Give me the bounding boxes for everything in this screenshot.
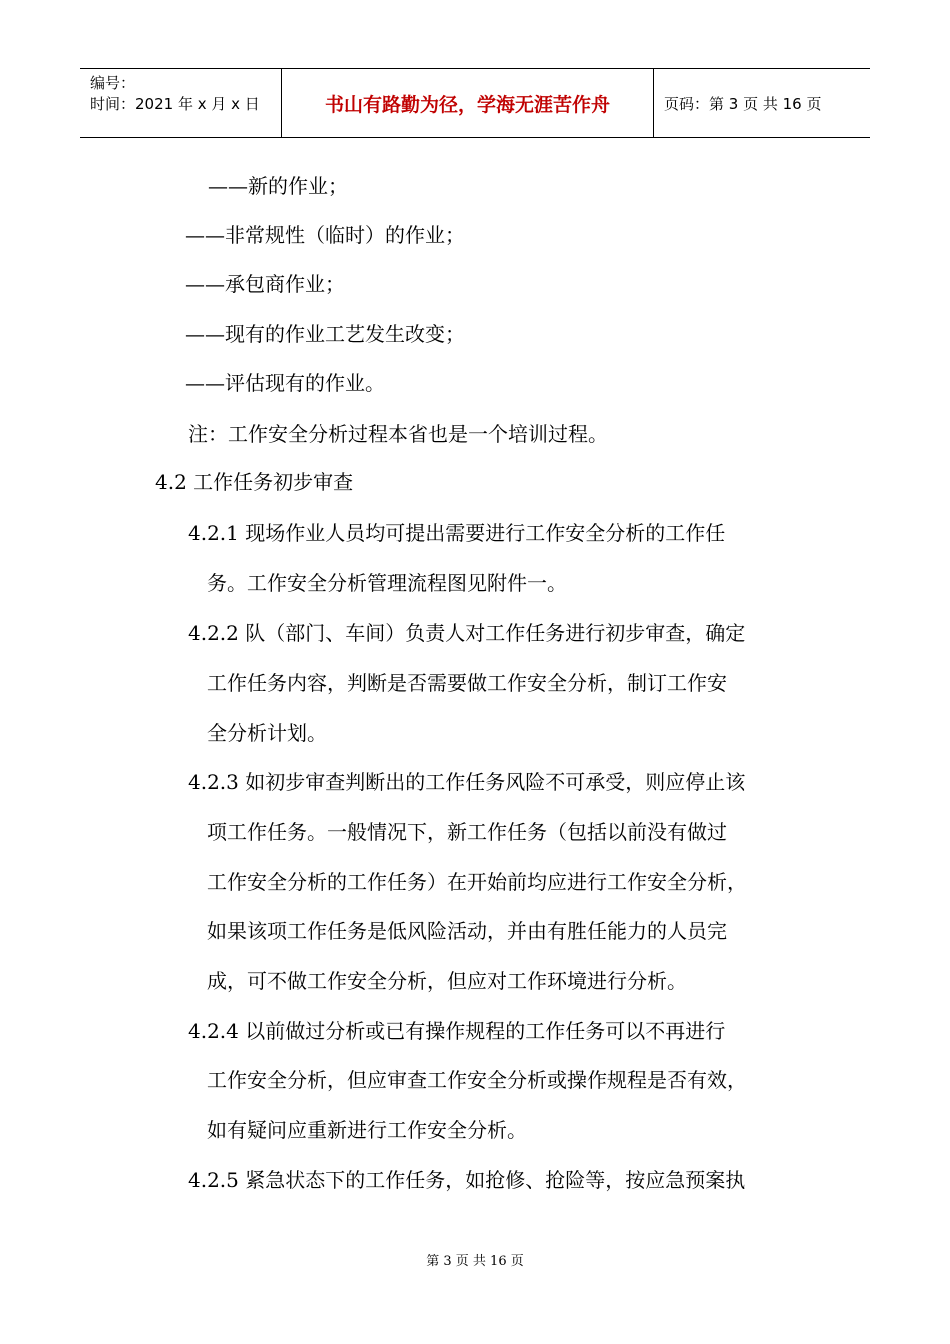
- body-line: 如果该项工作任务是低风险活动，并由有胜任能力的人员完: [207, 919, 727, 943]
- body-line: 工作安全分析，但应审查工作安全分析或操作规程是否有效，: [207, 1068, 747, 1092]
- body-line: 4.2.2 队（部门、车间）负责人对工作任务进行初步审查，确定: [188, 621, 746, 645]
- body-line: 4.2.4 以前做过分析或已有操作规程的工作任务可以不再进行: [188, 1019, 726, 1043]
- header-page-cell: [654, 69, 870, 137]
- header-meta-cell: [80, 69, 282, 137]
- motto-text: 书山有路勤为径，学海无涯苦作舟: [324, 93, 610, 116]
- time-label: 时间：2021 年 x 月 x 日: [90, 95, 260, 113]
- body-line: 全分析计划。: [207, 721, 327, 745]
- body-line: 成，可不做工作安全分析，但应对工作环境进行分析。: [207, 969, 687, 993]
- body-line: 工作安全分析的工作任务）在开始前均应进行工作安全分析，: [207, 870, 747, 894]
- note-line: 注：工作安全分析过程本省也是一个培训过程。: [188, 422, 608, 446]
- page-footer: [0, 1250, 950, 1269]
- body-line: 4.2.3 如初步审查判断出的工作任务风险不可承受，则应停止该: [188, 770, 746, 794]
- section-heading: 4.2 工作任务初步审查: [155, 470, 354, 494]
- body-line: ——非常规性（临时）的作业；: [185, 223, 465, 247]
- body-line: 4.2.5 紧急状态下的工作任务，如抢修、抢险等，按应急预案执: [188, 1168, 746, 1192]
- body-line: ——承包商作业；: [185, 272, 345, 296]
- body-line: 如有疑问应重新进行工作安全分析。: [207, 1118, 527, 1142]
- footer-page-number: 第 3 页 共 16 页: [426, 1254, 524, 1269]
- body-line: ——现有的作业工艺发生改变；: [185, 322, 465, 346]
- header-page-info: 页码：第 3 页 共 16 页: [664, 94, 822, 113]
- header-motto-cell: [282, 69, 654, 137]
- body-line: ——评估现有的作业。: [185, 371, 385, 395]
- body-line: 4.2.1 现场作业人员均可提出需要进行工作安全分析的工作任: [188, 521, 726, 545]
- body-line: ——新的作业；: [208, 174, 348, 198]
- body-line: 务。工作安全分析管理流程图见附件一。: [207, 571, 567, 595]
- body-line: 工作任务内容，判断是否需要做工作安全分析，制订工作安: [207, 671, 727, 695]
- number-label: 编号：: [90, 74, 136, 92]
- body-line: 项工作任务。一般情况下，新工作任务（包括以前没有做过: [207, 820, 727, 844]
- page-header: [80, 68, 870, 138]
